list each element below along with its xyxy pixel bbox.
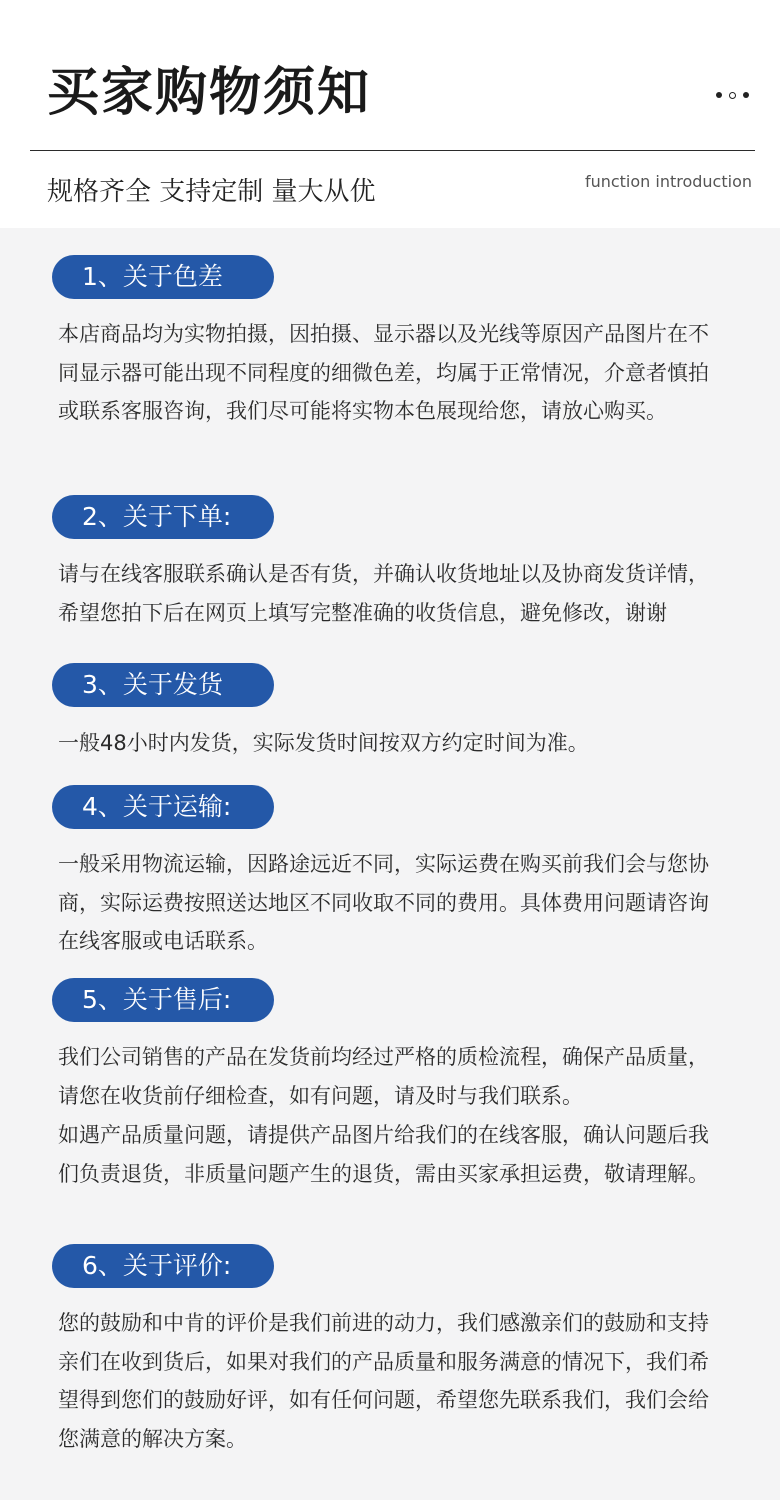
section-text-transport: 一般采用物流运输，因路途远近不同，实际运费在购买前我们会与您协商，实际运费按照送达地区不同收取不同的费用。具体费用问题请咨询在线客服或电话联系。 bbox=[58, 852, 709, 953]
section-heading-color-difference: 1、关于色差 bbox=[52, 255, 274, 299]
section-heading-transport: 4、关于运输: bbox=[52, 785, 274, 829]
section-text-reviews: 您的鼓励和中肯的评价是我们前进的动力，我们感激亲们的鼓励和支持亲们在收到货后，如果对我们的产品质量和服务满意的情况下，我们希望得到您们的鼓励好评，如有任何问题，希望您先联系我们，我们会给您满意的解决方案。 bbox=[58, 1311, 709, 1451]
dot-icon bbox=[743, 92, 749, 98]
section-heading-ordering: 2、关于下单: bbox=[52, 495, 274, 539]
page-subtitle: 规格齐全 支持定制 量大从优 bbox=[47, 177, 376, 207]
section-text-color-difference: 本店商品均为实物拍摄，因拍摄、显示器以及光线等原因产品图片在不同显示器可能出现不同程度的细微色差，均属于正常情况，介意者慎拍或联系客服咨询，我们尽可能将实物本色展现给您，请放心购买。 bbox=[58, 322, 709, 423]
dot-icon bbox=[729, 92, 736, 99]
more-icon bbox=[716, 90, 752, 102]
section-text-ordering: 请与在线客服联系确认是否有货，并确认收货地址以及协商发货详情，希望您拍下后在网页上填写完整准确的收货信息，避免修改，谢谢 bbox=[58, 562, 709, 625]
dot-icon bbox=[716, 92, 722, 98]
section-text-after-sales-1: 我们公司销售的产品在发货前均经过严格的质检流程，确保产品质量，请您在收货前仔细检查，如有问题，请及时与我们联系。 bbox=[58, 1045, 709, 1108]
page-title: 买家购物须知 bbox=[47, 63, 372, 123]
page-header bbox=[0, 0, 780, 228]
section-heading-reviews: 6、关于评价: bbox=[52, 1244, 274, 1288]
section-heading-shipping: 3、关于发货 bbox=[52, 663, 274, 707]
section-text-after-sales-2: 如遇产品质量问题，请提供产品图片给我们的在线客服，确认问题后我们负责退货，非质量问题产生的退货，需由买家承担运费，敬请理解。 bbox=[58, 1123, 709, 1186]
section-heading-after-sales: 5、关于售后: bbox=[52, 978, 274, 1022]
header-divider bbox=[30, 150, 755, 151]
section-text-shipping: 一般48小时内发货，实际发货时间按双方约定时间为准。 bbox=[58, 731, 589, 755]
english-label: function introduction bbox=[584, 172, 752, 191]
